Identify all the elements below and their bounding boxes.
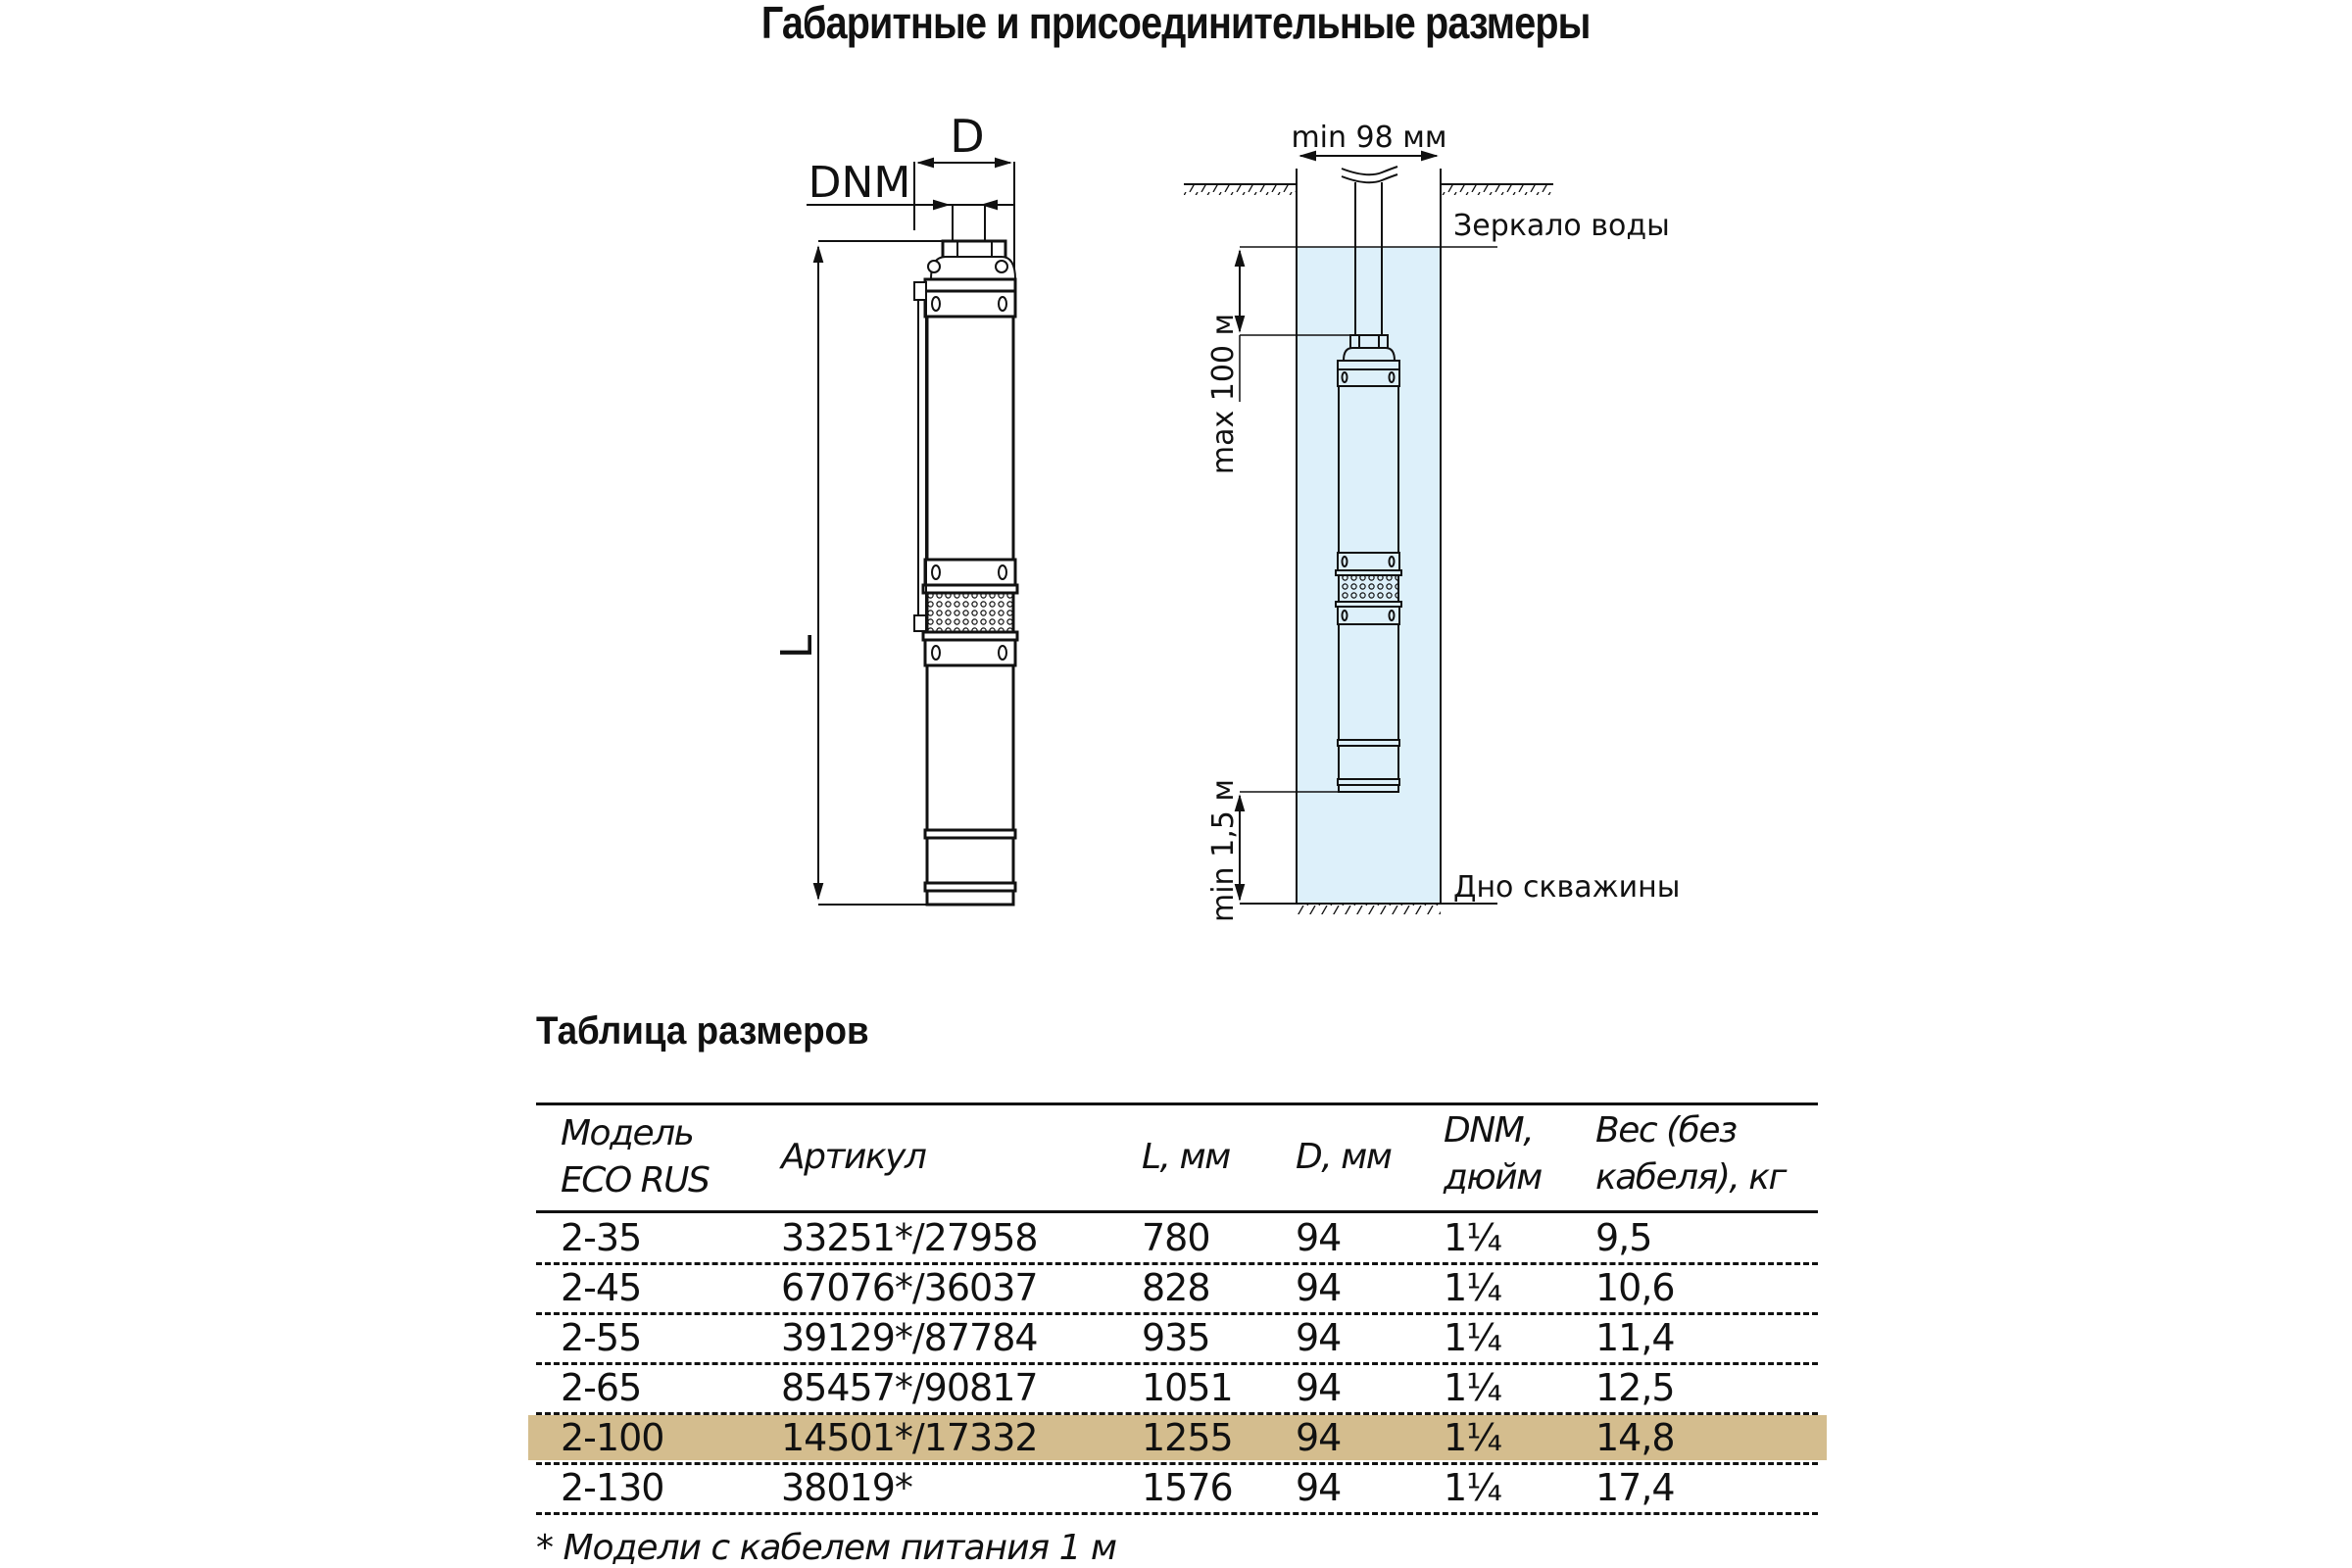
- header-model-line1: Модель: [561, 1113, 694, 1153]
- header-model-line2: ECO RUS: [561, 1160, 710, 1200]
- water-level-label: Зеркало воды: [1453, 209, 1670, 243]
- page-title-text: Габаритные и присоединительные размеры: [761, 0, 1591, 48]
- header-dnm: [1444, 1107, 1542, 1201]
- table-row: [536, 1413, 1818, 1463]
- l-dimension: [772, 241, 943, 905]
- cell-model: 2-65: [561, 1366, 642, 1409]
- dnm-label: DNM: [808, 158, 911, 208]
- cell-weight: 14,8: [1595, 1416, 1675, 1459]
- cell-d: 94: [1296, 1466, 1342, 1509]
- table-title: [536, 1009, 898, 1054]
- cell-article: 67076*/36037: [781, 1266, 1038, 1309]
- cell-article: 38019*: [781, 1466, 912, 1509]
- cell-weight: 9,5: [1595, 1216, 1652, 1259]
- d-label: D: [950, 110, 985, 163]
- well-bottom-label: Дно скважины: [1453, 870, 1681, 905]
- footnote: * Модели с кабелем питания 1 м: [536, 1528, 1117, 1568]
- cell-dnm: 1¼: [1444, 1266, 1502, 1309]
- cell-article: 85457*/90817: [781, 1366, 1038, 1409]
- table-row: [536, 1363, 1818, 1413]
- cell-weight: 12,5: [1595, 1366, 1675, 1409]
- cell-l: 1051: [1142, 1366, 1233, 1409]
- row-divider: [536, 1512, 1818, 1515]
- cell-d: 94: [1296, 1266, 1342, 1309]
- cell-article: 39129*/87784: [781, 1316, 1038, 1359]
- header-model: [561, 1110, 709, 1204]
- cell-weight: 11,4: [1595, 1316, 1675, 1359]
- header-weight-line2: кабеля), кг: [1595, 1157, 1786, 1198]
- cell-weight: 17,4: [1595, 1466, 1675, 1509]
- cell-l: 935: [1142, 1316, 1210, 1359]
- cell-l: 780: [1142, 1216, 1210, 1259]
- pump-body: [914, 241, 1017, 905]
- cell-dnm: 1¼: [1444, 1316, 1502, 1359]
- well-installation-drawing: [1184, 121, 1680, 922]
- min-bottom-label: min 1,5 м: [1206, 779, 1241, 922]
- cell-d: 94: [1296, 1366, 1342, 1409]
- pump-in-well: [1336, 335, 1401, 792]
- l-label: L: [772, 634, 822, 660]
- cell-d: 94: [1296, 1216, 1342, 1259]
- cell-l: 1255: [1142, 1416, 1233, 1459]
- cell-article: 33251*/27958: [781, 1216, 1038, 1259]
- max-depth-label: max 100 м: [1206, 313, 1241, 475]
- header-weight: [1595, 1107, 1786, 1201]
- header-d: D, мм: [1296, 1137, 1392, 1177]
- header-l: L, мм: [1142, 1137, 1230, 1177]
- cell-l: 828: [1142, 1266, 1210, 1309]
- cell-dnm: 1¼: [1444, 1466, 1502, 1509]
- cell-weight: 10,6: [1595, 1266, 1675, 1309]
- table-row: [536, 1463, 1818, 1513]
- cell-dnm: 1¼: [1444, 1216, 1502, 1259]
- table-row: [536, 1313, 1818, 1363]
- table-title-text: Таблица размеров: [536, 1009, 869, 1053]
- pump-dimension-drawing: [772, 110, 1017, 905]
- table-row: [536, 1213, 1818, 1263]
- cell-model: 2-55: [561, 1316, 642, 1359]
- cell-d: 94: [1296, 1316, 1342, 1359]
- cell-model: 2-100: [561, 1416, 664, 1459]
- cell-l: 1576: [1142, 1466, 1233, 1509]
- min-width-label: min 98 мм: [1291, 121, 1447, 155]
- cell-dnm: 1¼: [1444, 1366, 1502, 1409]
- header-article: Артикул: [781, 1137, 926, 1177]
- cell-model: 2-45: [561, 1266, 642, 1309]
- cell-dnm: 1¼: [1444, 1416, 1502, 1459]
- cell-model: 2-130: [561, 1466, 664, 1509]
- cell-article: 14501*/17332: [781, 1416, 1038, 1459]
- header-weight-line1: Вес (без: [1595, 1110, 1737, 1151]
- header-dnm-line2: дюйм: [1444, 1157, 1542, 1198]
- header-dnm-line1: DNM,: [1444, 1110, 1534, 1151]
- cell-d: 94: [1296, 1416, 1342, 1459]
- table-row: [536, 1263, 1818, 1313]
- cell-model: 2-35: [561, 1216, 642, 1259]
- dnm-dimension: [807, 158, 1014, 241]
- table-top-rule: [536, 1102, 1818, 1105]
